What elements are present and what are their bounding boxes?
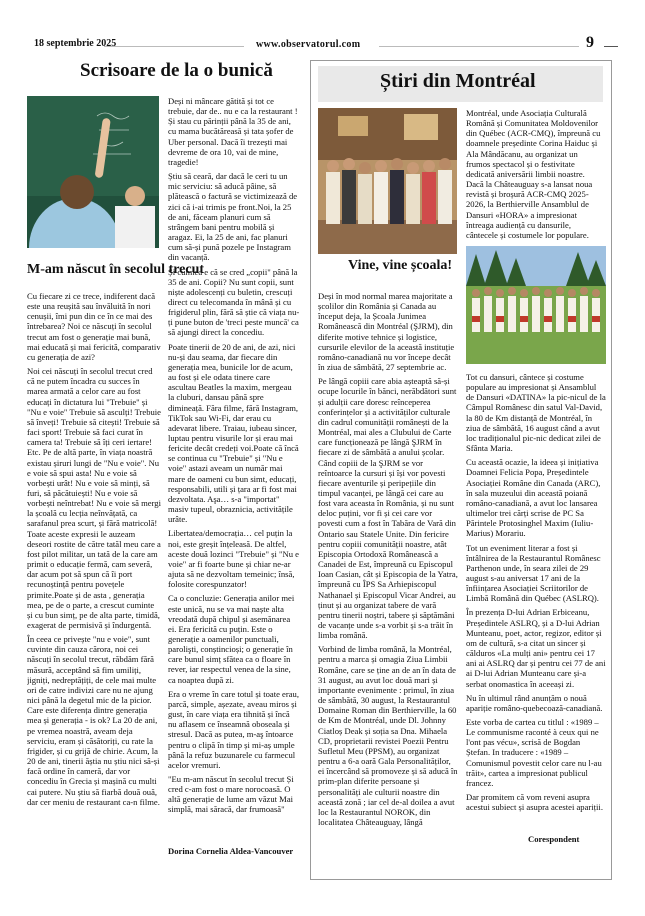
left-article-column-1 xyxy=(27,291,161,876)
right-article-column-2 xyxy=(466,372,606,828)
header-rule-right xyxy=(379,46,579,47)
site-url: www.observatorul.com xyxy=(256,39,361,50)
left-article-subtitle: M-am născut în secolul trecut xyxy=(27,262,205,277)
paragraph: Vorbind de limba română, la Montréal, pentru a marca și omagia Ziua Limbii Române, care se ține an de an în data de 31 august, au avut loc două mari și importante evenimente : primul, în ziua de sâmbătă, 30 august, la Restaurantul Domaine Roman din Berthierville, la 60 de Km de Montréal, unde Dl. Johnny Ciatloș Deak și soția sa Dna. Mihaela CD, proprietarii revistei Poezii Pentru Sufletul Meu (PPSM), au organizat pentru a 6-a oară Gala Personalităților, ei încercând să promoveze și să aducă în prim-plan diferite persoane și personalități ale culturii noastre din această zonă ; iar cel de-al doilea a avut loc la Restaurantul NOROK, din localitatea Châteauguay, lângă xyxy=(318,644,458,827)
page-header xyxy=(24,34,621,52)
paragraph: Cu această ocazie, la ideea și inițiativa Doamnei Felicia Popa, Președintele Asociației Române din Canada (ARC), în sala muzeului din această poiană româno-canadiană, a avut loc lansarea ultimelor trei cărți scrise de PC Sa Părintele Protosinghel Maxim (Iuliu-Marius) Morariu. xyxy=(466,457,601,539)
group-photo xyxy=(318,108,457,254)
paragraph: Deși ni mâncare gătită și tot ce trebuie, dar de.. nu e ca la restaurant !Și stau cu părinții până la 35 de ani, cu mama bucătăreasă și tata șofer de Uber personal. Dacă îi trezești mai devreme de ora 10, vai de mine, tragedie! xyxy=(168,96,298,167)
paragraph: Montréal, unde Asociația Culturală Română și Comunitatea Moldovenilor din Québec (ACR-CMQ), împreună cu doamnele președinte Corina Haiduc și Ala Mândăcanu, au organizat un frumos spectacol și o festivitate dedicată aniversării limbii noastre. Dacă la Châteauguay s-a lansat noua revistă și broșură ACR-CMQ 2025-2026, la Berthierville Ansamblul de Dansuri «HORA» a impresionat întreaga audiență cu dansurile, cântecele și costumele lor populare. xyxy=(466,108,601,240)
paragraph: Pe lângă copiii care abia așteaptă să-și ocupe locurile în bănci, nerăbdători sunt și adulții care doresc reînceperea conferințelor și a activităților culturale din cadrul comunității românești de la Montréal, mai ales a Clubului de Carte care funcționează pe lângă ŞJRM în fiecare zi de sâmbătă a anului școlar. Când copiii de la ŞJRM se vor reîntoarce la cursuri și își vor povesti fiecare aventurile și peripețiile din timpul vacanței, pe lângă cei care au fost vara aceasta în România, și nu sunt deloc puțini, vor fi și cei care vor povesti cum a fost în Tabăra de Vară din Ontario sau Statele Unite. Din fericire pentru copiii comunității noastre, atât Episcopia Ortodoxă Românească a Canadei de Est, împreună cu Episcopul Ioan Casian, cât și Episcopia de la Yatra, împreună cu ÎPS Sa Arhiepiscopul Nathanael și Episcopul Vicar Andrei, au ținut și au organizat tabere de vară pentru tinerii noștri, tabere și săptămâni de vacanțe unde s-a vorbit și s-a trăit în limba română. xyxy=(318,376,458,641)
paragraph: În ceea ce privește "nu e voie", sunt cuvinte din cauza cărora, noi cei născuți în secolul trecut, răbdăm fără măsură, acceptând să fim umiliți, jigniți, nedreptățiți, de cele mai multe ori de catre indivizi care nu ne ajung nici până la degetul mic de la picior. Care este diferența dintre generația mea și generația - is ok? La 20 de ani, pe vremea noastră, aveam deja serviciu, eram și căsătoriți, cu rate la frigider, și cu grijă de chirie. Acum, la 20 de ani, tinerii ăștia nu știu nici să-și facă ordine în cameră, dar vor concediu în Grecia și mașină cu multi cai putere. Nu știu să fiarbă două ouă, dar cer meniu de restaurant ca-n filme. xyxy=(27,634,160,807)
right-article-subtitle: Vine, vine școala! xyxy=(348,258,453,273)
paragraph: Ca o concluzie: Generația anilor mei este unică, nu se va mai naște alta vreodată după chipul și asemănarea ei. Era fericită cu puțin. Este o generație a oamenilor punctuali, parolişti, conștincioși; o generație în care bunul simț sfătea ca o floare în rever, iar respectul venea de la sine, ca noaptea după zi. xyxy=(168,593,295,685)
header-rule-left xyxy=(104,46,244,47)
left-article-column-2 xyxy=(168,96,300,838)
paragraph: Este vorba de cartea cu titlul : «1989 – Le communisme raconté à ceux qui ne l'ont pas vécu», scrisă de Bogdan Ștefan. In traducere : «1989 – Comunismul povestit celor care nu l-au trăit», cartea a impresionat publicul francez. xyxy=(466,717,602,788)
paragraph: Era o vreme în care totul și toate erau, parcă, simple, așezate, aveau miros și gust, în care viața era tihnită și încă nu aflasem ce înseamnă oboseala și stresul. Dacă as putea, m-aş întoarce pentru o clipă în timp și mi-aș umple până la refuz buzunarele cu farmecul acelor vremuri. xyxy=(168,688,299,770)
right-article-intro-column xyxy=(466,108,604,268)
paragraph: Cu fiecare zi ce trece, indiferent dacă este una reușită sau învăluită în nori cenușii, îmi pun din ce în ce mai des întrebarea? Noi ce născuți în secolul trecut am fost o generație mai bună, mai educată și mai fericită, comparativ cu generația de azi? xyxy=(27,291,161,362)
paragraph: Noi cei născuți în secolul trecut cred că ne putem încadra cu succes în marea armată a celor care au fost educați în dictatura lui "Trebuie" și "Nu e voie" Trebuie să asculți! Trebuie să înveți! Trebuie să citești! Trebuie să faci sport! Trebuie să faci curat în camera ta! Trebuie să îți ceri iertare! Etc. Pe de altă parte, în viața noastră existau șiruri lungi de "Nu e voie". Nu e voie să spui asta! Nu e voie să vorbești urât! Nu e voie să minți, să furi, să păcătuiești! Nu e voie să vorbești neîntrebat! Nu e voie să mergi la școală cu lecția neînvățată, ca sarafanul prea scurt, și fără matricolă! Toate aceste expresii le auzeam deseori rostite de către tatăl meu care a fost pilot militar, un tată de la care am primit o educație fermă, cam severă, dar acum pot să spun că îi port recunoștință pentru povețele primite.Poate și de asta , generația mea, pe de o parte, a crescut cuminte și cu bun simț, pe de alta parte, timidă, exagerat de permisivă și îndurgentă. xyxy=(27,366,161,630)
issue-date: 18 septembrie 2025 xyxy=(34,38,117,49)
right-article-column-1 xyxy=(318,291,458,861)
paragraph: În prezența D-lui Adrian Erbiceanu, Președintele ASLRQ, și a D-lui Adrian Munteanu, poet, actor, regizor, editor și om de cultură, s-a citat un sincer și călduros «La mulți ani» pentru cei 17 ani ai ASLRQ dar și pentru cei 77 de ani ai D-lui Adrian Munteanu care și-a serbat onomastica în aceeași zi. xyxy=(466,607,606,689)
paragraph: Și culmea e că se cred „copii" până la 35 de ani. Copii? Nu sunt copii, sunt niște adolescenți cu buletin, crescuți direct cu telecomanda în mână și cu frigiderul plin, fără să știe că viața nu-ți pune buton de 'treci peste muncă' ca să ajungi direct la concediu. xyxy=(168,266,300,338)
paragraph: Deși în mod normal marea majoritate a școlilor din România și Canada au început deja, la Școala Junimea Românească din Montréal (ŞJRM), din diferite motive tehnice și logistice, cursurile elevilor de la această instituție româno-canadiană nu vor începe decât în ziua de sâmbătă, 27 septembrie ac. xyxy=(318,291,455,373)
left-article-title: Scrisoare de la o bunică xyxy=(80,60,273,81)
right-article-title: Știri din Montréal xyxy=(380,70,536,92)
classroom-photo xyxy=(27,96,159,248)
paragraph: Nu în ultimul rând anunțăm o nouă apariție româno-quebecoază-canadiană. xyxy=(466,692,603,713)
dancers-photo xyxy=(466,246,606,364)
paragraph: Dar promitem că vom reveni asupra acestui subiect și asupra acestei apariții. xyxy=(466,792,603,813)
paragraph: Libertatea/democrația… cel puțin la noi, este greșit înțeleasă. De altfel, aceste două lozinci "Trebuie" și "Nu e voie" ar fi foarte bune și chiar ne-ar ajuta să ne dezvoltam temeinic; însă, folosite corespunzator! xyxy=(168,528,299,590)
paragraph: Tot cu dansuri, cântece și costume populare au impresionat și Ansamblul de Dansuri «DATINA» la pic-nicul de la Câmpul Românesc din satul Val-David, la 80 de Km distanță de Montréal, în ziua de sâmbătă, 16 august când a avut loc tradiționalul pic-nic dedicat zilei de Sfânta Maria. xyxy=(466,372,606,454)
page-number: 9 xyxy=(586,34,594,51)
paragraph: Poate tinerii de 20 de ani, de azi, nici nu-și dau seama, dar fiecare din generația mea, bunicile lor de acum, au fost și ele odata tinere care ascultau Beatles la maxim, mergeau la cluburi, dansau până spre dimineață. Făra filme, fără Instagram, TikTok sau Wi-Fi, dar erau cu adevarat libere. Traiau, iubeau sincer, luptau pentru visurile lor și erau mai fericite decât credeți voi.Poate că încă se continua cu "Trebuie" și "Nu e voie" astazi aveam un număr mai mare de oameni cu bun simt, educați, responsabili, utili și țara ar fi fost mai dezvoltata. Aşa… s-a "importat" masiv tupeul, obraznicia, activitățile urâte. xyxy=(168,341,299,525)
left-article-signature: Dorina Cornelia Aldea-Vancouver xyxy=(168,846,294,856)
header-rule-page xyxy=(604,46,618,47)
paragraph: "Eu m-am născut în secolul trecut Și cred c-am fost o mare norocoasă. O altă generație de lume am văzut Mai simplă, mai săracă, dar frumoasă" xyxy=(168,774,294,815)
paragraph: Știu să ceară, dar dacă le ceri tu un mic serviciu: să aducă pâine, să plătească o factură se victimizează de zici că i-ai trimis pe front.Noi, la 25 de ani, făceam planuri cum să strângem bani pentru mobilă și aragaz. Ei, la 25 de ani, fac planuri cum să-și pună pozele pe Instagram din vacanță. xyxy=(168,171,298,263)
paragraph: Tot un eveniment literar a fost și întâlnirea de la Restaurantul Românesc Parthenon unde, în seara zilei de 29 august s-au aniversat 17 ani de la înființarea Asociației Scriitorilor de Limbă Română din Québec (ASLRQ). xyxy=(466,542,601,604)
right-article-signature: Corespondent xyxy=(528,834,580,844)
